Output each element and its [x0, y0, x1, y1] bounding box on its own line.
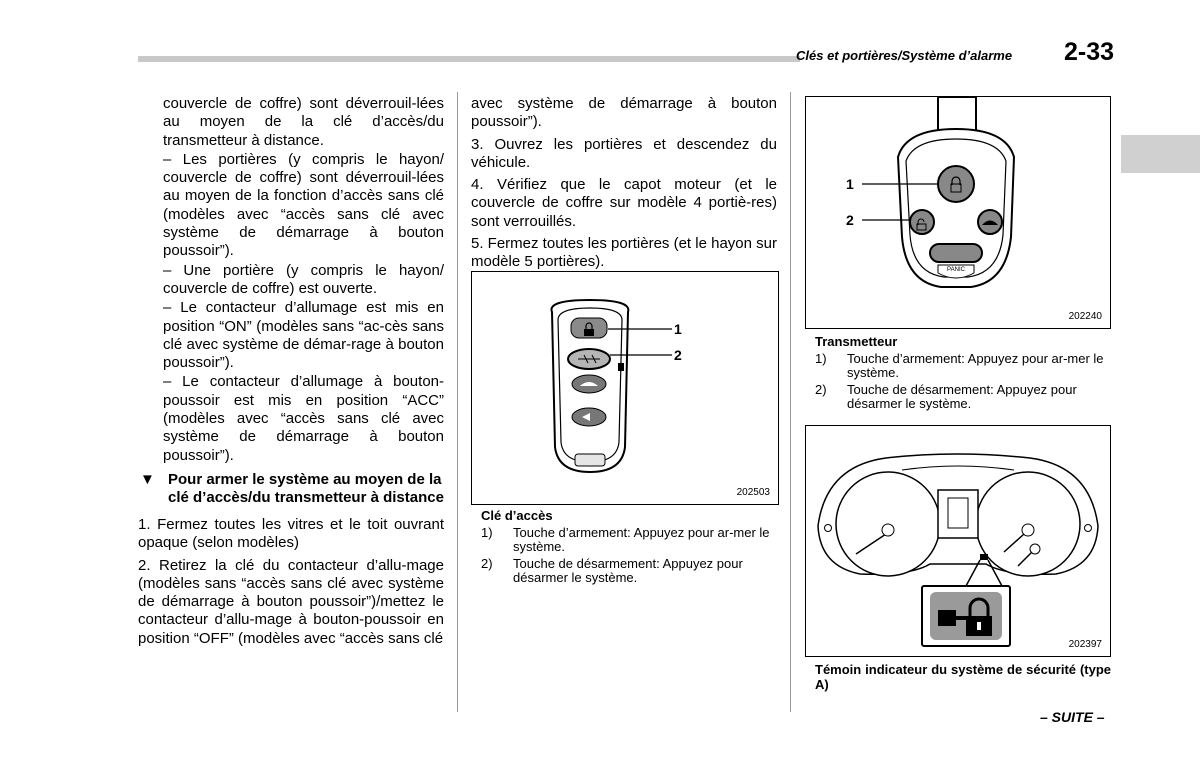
column-divider-2	[790, 92, 791, 712]
section-title: Clés et portières/Système d’alarme	[796, 48, 1013, 63]
heading-text: Pour armer le système au moyen de la clé d’accès/du transmetteur à distance	[168, 470, 444, 507]
caption-item: 1) Touche d’armement: Appuyez pour ar-mer le système.	[481, 524, 770, 554]
triangle-marker-icon: ▼	[140, 470, 155, 488]
caption-item: 2) Touche de désarmement: Appuyez pour désarmer le système.	[481, 555, 743, 585]
column-1	[138, 95, 444, 649]
callout-2: 2	[846, 212, 854, 228]
callout-2: 2	[674, 347, 682, 363]
step-3: 3. Ouvrez les portières et descendez du véhicule.	[471, 135, 777, 171]
paragraph: – Une portière (y compris le hayon/ couvercle de coffre) est ouverte.	[163, 261, 444, 297]
panic-label: PANIC	[947, 267, 965, 273]
caption-item: 2) Touche de désarmement: Appuyez pour désarmer le système.	[815, 381, 1077, 411]
instrument-cluster-illustration	[806, 426, 1110, 656]
column-divider-1	[457, 92, 458, 712]
caption-item: 1) Touche d’armement: Appuyez pour ar-mer le système.	[815, 350, 1104, 380]
paragraph: couvercle de coffre) sont déverrouil-lées au moyen de la clé d’accès/du transmetteur à distance.	[163, 95, 444, 149]
step-4: 4. Vérifiez que le capot moteur (et le couvercle de coffre sur modèle 4 portiè-res) sont verrouillés.	[471, 176, 777, 230]
caption-access-key	[481, 509, 777, 586]
column-2	[471, 95, 777, 273]
figure-security-indicator	[805, 425, 1111, 657]
paragraph: – Le contacteur d’allumage à bouton-poussoir est mis en position “ACC” (modèles avec “accès sans clé avec système de démarrage à bouton poussoir”).	[163, 373, 444, 464]
paragraph: avec système de démarrage à bouton poussoir”).	[471, 95, 777, 131]
figure-access-key	[471, 271, 779, 505]
figure-number: 202240	[1068, 311, 1102, 322]
step-2: 2. Retirez la clé du contacteur d’allu-mage (modèles sans “accès sans clé avec système de démarrage à bouton poussoir”)/mettez le contacteur d’allu-mage à bouton-poussoir en position “OFF” (modèles avec “accès sans clé	[138, 556, 444, 647]
access-key-illustration	[472, 272, 778, 504]
continued-marker: – SUITE –	[1040, 709, 1105, 725]
transmitter-illustration	[806, 97, 1110, 328]
callout-1: 1	[674, 321, 682, 337]
step-5: 5. Fermez toutes les portières (et le hayon sur modèle 5 portières).	[471, 235, 777, 271]
figure-number: 202397	[1068, 639, 1102, 650]
page-number: 2-33	[1064, 38, 1115, 66]
figure-number: 202503	[736, 487, 770, 498]
callout-1: 1	[846, 176, 854, 192]
paragraph: – Le contacteur d’allumage est mis en position “ON” (modèles sans “ac-cès sans clé avec système de démar-rage à bouton poussoir”).	[163, 299, 444, 372]
figure-transmitter	[805, 96, 1111, 329]
caption-title: Transmetteur	[815, 334, 898, 349]
section-heading	[138, 471, 444, 508]
header-rule	[138, 56, 800, 62]
paragraph: – Les portières (y compris le hayon/ couvercle de coffre) sont déverrouil-lées au moyen de la fonction d’accès sans clé (modèles avec “accès sans clé avec système de démarrage à bouton poussoir”).	[163, 150, 444, 260]
chapter-tab	[1121, 135, 1200, 173]
caption-title: Clé d’accès	[481, 508, 553, 523]
caption-transmitter	[815, 335, 1111, 412]
caption-security-indicator: Témoin indicateur du système de sécurité (type A)	[815, 662, 1111, 692]
step-1: 1. Fermez toutes les vitres et le toit ouvrant opaque (selon modèles)	[138, 515, 444, 552]
